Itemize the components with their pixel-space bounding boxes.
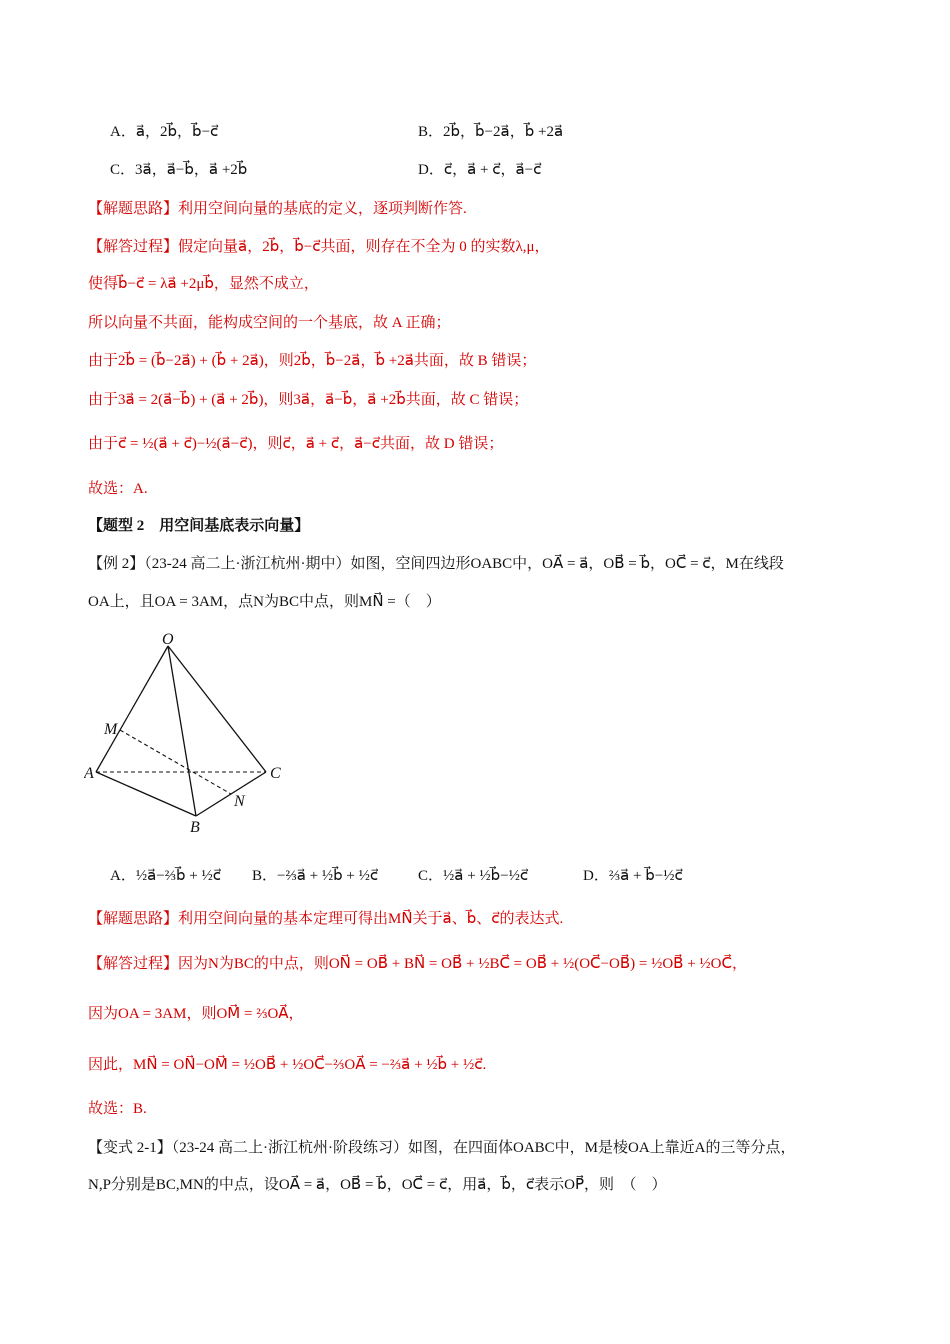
section-title: 【题型 2 用空间基底表示向量】 [88, 518, 310, 534]
q1-process-line: 由于2b⃗ = (b⃗−2a⃗) + (b⃗ + 2a⃗)，则2b⃗，b⃗−2a⃗，b⃗ +2a⃗共面，故 B 错误； [88, 353, 537, 369]
variant-stem-line1: 【变式 2-1】（23-24 高二上·浙江杭州·阶段练习）如图，在四面体OABC中，M是棱OA上靠近A的三等分点， [88, 1140, 796, 1156]
q1-answer: 故选：A. [88, 481, 148, 497]
label-n: N [234, 793, 245, 810]
edge-ab [96, 772, 196, 816]
q1-option-d: D．c⃗，a⃗ + c⃗，a⃗−c⃗ [418, 162, 542, 178]
example2-stem-line1: 【例 2】（23-24 高二上·浙江杭州·期中）如图，空间四边形OABC中，OA⃗ = a⃗，OB⃗ = b⃗，OC⃗ = c⃗，M在线段 [88, 556, 784, 572]
example2-stem-line2: OA上，且OA = 3AM，点N为BC中点，则MN⃗ =（ ） [88, 594, 441, 610]
q1-idea: 【解题思路】利用空间向量的基底的定义，逐项判断作答. [88, 201, 467, 217]
q1-process-line: 所以向量不共面，能构成空间的一个基底，故 A 正确； [88, 315, 451, 331]
q1-option-a: A．a⃗，2b⃗，b⃗−c⃗ [110, 124, 219, 140]
edge-oc [168, 646, 266, 772]
ex2-option-d: D．⅔a⃗ + b⃗−½c⃗ [583, 868, 683, 884]
tetrahedron-diagram [84, 628, 304, 838]
ex2-idea: 【解题思路】利用空间向量的基本定理可得出MN⃗关于a⃗、b⃗、c⃗的表达式. [88, 911, 564, 927]
q1-option-b: B．2b⃗，b⃗−2a⃗，b⃗ +2a⃗ [418, 124, 564, 140]
label-a: A [84, 765, 94, 782]
ex2-option-c: C．½a⃗ + ½b⃗−½c⃗ [418, 868, 529, 884]
q1-process-line: 由于c⃗ = ½(a⃗ + c⃗)−½(a⃗−c⃗)，则c⃗，a⃗ + c⃗，a⃗−c⃗共面，故 D 错误； [88, 436, 504, 452]
ex2-process-line: 因此，MN⃗ = ON⃗−OM⃗ = ½OB⃗ + ½OC⃗−⅔OA⃗ = −⅔a⃗ + ½b⃗ + ½c⃗. [88, 1057, 487, 1073]
label-o: O [162, 631, 174, 648]
variant-stem-line2: N,P分别是BC,MN的中点，设OA⃗ = a⃗，OB⃗ = b⃗，OC⃗ = c⃗，用a⃗，b⃗，c⃗表示OP⃗，则 （ ） [88, 1177, 667, 1193]
edge-ob [168, 646, 196, 816]
edge-oa [96, 646, 168, 772]
q1-process-line: 【解答过程】假定向量a⃗，2b⃗，b⃗−c⃗共面，则存在不全为 0 的实数λ,μ， [88, 239, 550, 255]
q1-process-line: 使得b⃗−c⃗ = λa⃗ +2μb⃗，显然不成立， [88, 276, 319, 292]
label-m: M [104, 721, 118, 738]
ex2-answer: 故选：B. [88, 1101, 147, 1117]
q1-option-c: C．3a⃗，a⃗−b⃗，a⃗ +2b⃗ [110, 162, 248, 178]
ex2-option-b: B．−⅔a⃗ + ½b⃗ + ½c⃗ [252, 868, 379, 884]
q1-process-line: 由于3a⃗ = 2(a⃗−b⃗) + (a⃗ + 2b⃗)，则3a⃗，a⃗−b⃗，a⃗ +2b⃗共面，故 C 错误； [88, 392, 529, 408]
label-c: C [270, 765, 281, 782]
label-b: B [190, 819, 200, 836]
ex2-process-line: 因为OA = 3AM，则OM⃗ = ⅔OA⃗， [88, 1006, 304, 1022]
ex2-option-a: A．½a⃗−⅔b⃗ + ½c⃗ [110, 868, 221, 884]
ex2-process-line: 【解答过程】因为N为BC的中点，则ON⃗ = OB⃗ + BN⃗ = OB⃗ + ½BC⃗ = OB⃗ + ½(OC⃗−OB⃗) = ½OB⃗ + ½OC⃗， [88, 956, 747, 972]
segment-mn-hidden [120, 730, 231, 794]
